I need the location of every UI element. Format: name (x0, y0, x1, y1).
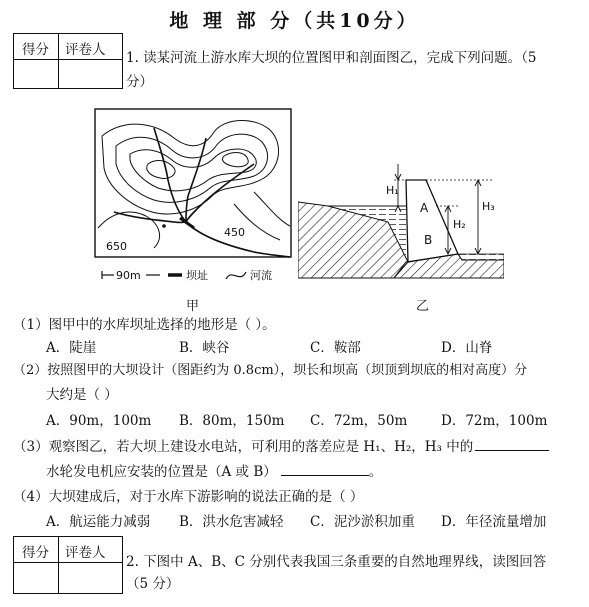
scale-label: 90m (116, 269, 141, 282)
score-box-divider-v (58, 537, 59, 593)
sub-4-option-c: C．泥沙淤积加重 (310, 514, 415, 530)
score-box-divider-v (58, 34, 59, 88)
figure-a-contour-map (94, 108, 294, 290)
answer-blank-position[interactable] (281, 461, 369, 476)
sub-question-3-suffix: 。 (368, 464, 383, 480)
label-h1: H₁ (386, 184, 399, 197)
sub-question-3-cont (46, 460, 382, 480)
label-h2: H₂ (453, 218, 466, 231)
score-box-2 (13, 536, 123, 594)
score-box (13, 33, 123, 89)
sub-4-option-b: B．洪水危害减轻 (179, 514, 284, 530)
label-b: B (424, 233, 433, 247)
sub-question-3 (13, 435, 549, 455)
legend-dam-label: 坝址 (186, 269, 208, 282)
question-1-stem-cont: 分） (126, 74, 153, 90)
sub-4-option-d: D．年径流量增加 (441, 514, 547, 530)
answer-blank-drop[interactable] (475, 436, 549, 451)
figure-b-caption: 乙 (416, 299, 430, 314)
contour-label-450: 450 (224, 226, 245, 239)
section-title: 地 理 部 分（共10分） (169, 10, 420, 32)
sub-1-option-b: B．峡谷 (179, 340, 230, 356)
question-2-stem: 2. 下图中 A、B、C 分别代表我国三条重要的自然地理界线，读图回答 (126, 554, 547, 570)
grader-label: 评卷人 (65, 545, 106, 561)
sub-question-4: （4）大坝建成后，对于水库下游影响的说法正确的是（ ） (13, 489, 364, 505)
sub-1-option-a: A．陡崖 (46, 340, 97, 356)
score-label: 得分 (22, 545, 49, 561)
sub-question-3-text: （3）观察图乙，若大坝上建设水电站，可利用的落差应是 H₁、H₂，H₃ 中的 (13, 439, 474, 455)
legend-river-label: 河流 (250, 269, 272, 282)
sub-question-3-prefix: 水轮发电机应安装的位置是（A 或 B） (46, 464, 277, 480)
figure-a-caption: 甲 (186, 299, 200, 314)
label-h3: H₃ (482, 200, 495, 213)
figure-a-legend (102, 268, 272, 282)
sub-1-option-d: D．山脊 (441, 340, 493, 356)
sub-2-option-b: B．80m，150m (179, 413, 285, 429)
sub-question-2-cont: 大约是（ ） (46, 387, 118, 403)
sub-2-option-c: C．72m，50m (310, 413, 408, 429)
contour-label-650: 650 (106, 240, 127, 253)
sub-2-option-d: D．72m，100m (441, 413, 548, 429)
score-label: 得分 (22, 42, 49, 58)
grader-label: 评卷人 (65, 42, 106, 58)
sub-question-2: （2）按照图甲的大坝设计（图距约为 0.8cm），坝长和坝高（坝顶到坝底的相对高度）分 (13, 363, 528, 378)
question-2-stem-cont: （5 分） (126, 576, 180, 592)
sub-4-option-a: A．航运能力减弱 (46, 514, 151, 530)
sub-question-1: （1）图甲中的水库坝址选择的地形是（ ）。 (13, 317, 276, 333)
figure-b-cross-section (298, 162, 504, 280)
score-box-divider-h (14, 59, 122, 60)
sub-2-option-a: A．90m，100m (46, 413, 152, 429)
score-box-divider-h (14, 562, 122, 563)
legend-river-symbol (226, 272, 246, 279)
question-1-stem: 1. 读某河流上游水库大坝的位置图甲和剖面图乙，完成下列问题。（5 (126, 50, 537, 66)
sub-1-option-c: C．鞍部 (310, 340, 361, 356)
label-a: A (420, 201, 429, 215)
